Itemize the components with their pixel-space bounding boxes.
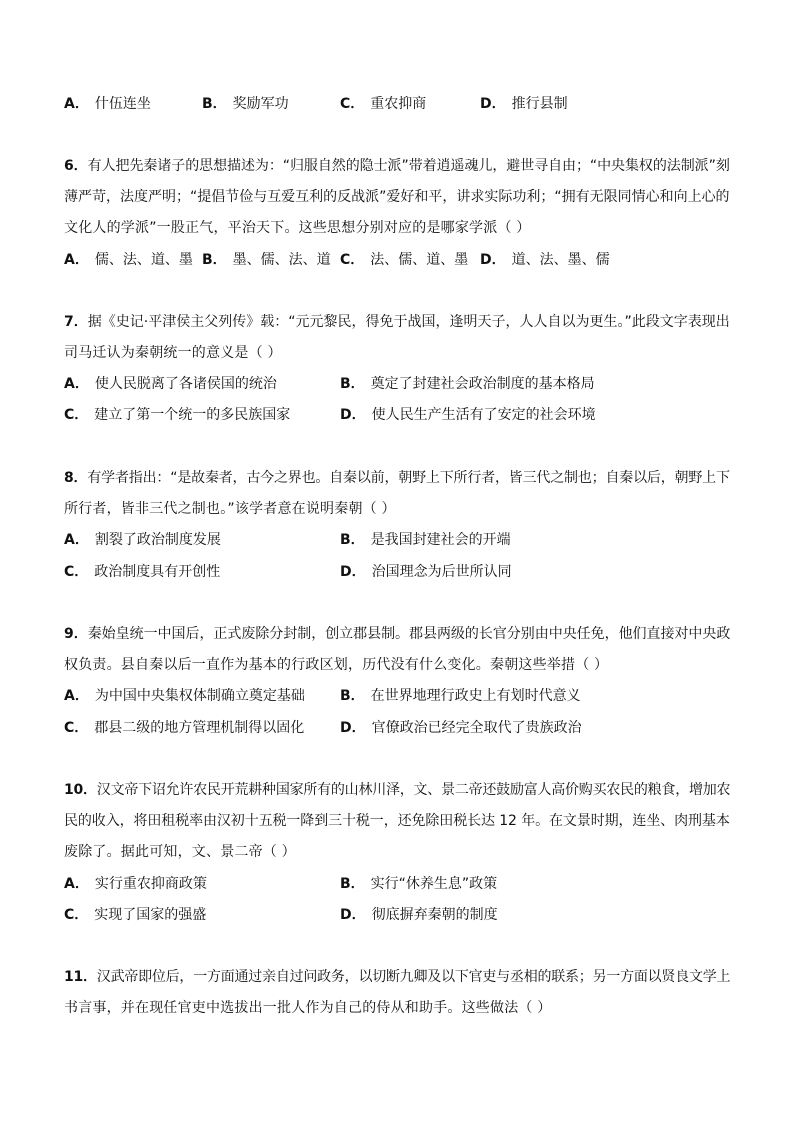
option-text: 郡县二级的地方管理机制得以固化 <box>94 720 305 736</box>
option-text: 使人民脱离了各诸侯国的统治 <box>94 376 277 392</box>
stem-text: 汉武帝即位后，一方面通过亲自过问政务，以切断九卿及以下官吏与丞相的联系；另一方面以贤良文学上 <box>96 969 731 985</box>
q10-option-a[interactable] <box>64 874 207 894</box>
q5-option-b[interactable] <box>202 94 289 114</box>
option-letter: A． <box>64 688 89 704</box>
q6-stem-line-1 <box>64 156 730 176</box>
q9-stem-line-1 <box>64 624 730 644</box>
q10-option-b[interactable] <box>340 874 497 894</box>
q11-stem-line-1 <box>64 967 730 987</box>
q5-option-a[interactable] <box>64 94 151 114</box>
question-number: 6． <box>64 158 88 174</box>
option-letter: C． <box>340 252 365 268</box>
q10-stem-line-1 <box>64 780 730 800</box>
option-letter: D． <box>340 564 366 580</box>
q7-option-c[interactable] <box>64 405 290 425</box>
option-letter: B． <box>202 96 227 112</box>
question-number: 11． <box>64 969 97 985</box>
option-letter: D． <box>480 96 506 112</box>
option-letter: B． <box>340 688 365 704</box>
option-text: 实现了国家的强盛 <box>94 907 207 923</box>
option-letter: B． <box>202 252 227 268</box>
option-letter: D． <box>340 907 366 923</box>
question-number: 9． <box>64 626 88 642</box>
option-text: 什伍连坐 <box>94 96 151 112</box>
option-letter: D． <box>480 252 506 268</box>
option-text: 推行县制 <box>511 96 568 112</box>
option-letter: A． <box>64 532 89 548</box>
question-number: 8． <box>64 470 88 486</box>
option-letter: B． <box>340 376 365 392</box>
option-text: 实行“休养生息”政策 <box>370 876 498 892</box>
q8-stem-line-2: 所行者，皆非三代之制也。”该学者意在说明秦朝（ ） <box>64 501 396 517</box>
option-text: 在世界地理行政史上有划时代意义 <box>370 688 581 704</box>
q6-option-a[interactable] <box>64 250 193 270</box>
stem-text: 有学者指出：“是故秦者，古今之界也。自秦以前，朝野上下所行者，皆三代之制也；自秦以后，朝野上下 <box>87 470 730 486</box>
stem-text: 秦始皇统一中国后，正式废除分封制，创立郡县制。郡县两级的长官分别由中央任免，他们直接对中央政 <box>87 626 731 642</box>
stem-text: 有人把先秦诸子的思想描述为：“归服自然的隐士派”带着逍遥魂儿，避世寻自由；“中央集权的法制派”刻 <box>87 158 730 174</box>
q9-option-d[interactable] <box>340 718 582 738</box>
q9-option-a[interactable] <box>64 686 305 706</box>
option-letter: C． <box>340 96 365 112</box>
option-text: 官僚政治已经完全取代了贵族政治 <box>371 720 582 736</box>
q8-option-d[interactable] <box>340 562 512 582</box>
q5-option-c[interactable] <box>340 94 426 114</box>
option-text: 政治制度具有开创性 <box>94 564 221 580</box>
q7-option-b[interactable] <box>340 374 595 394</box>
q6-stem-line-3: 文化人的学派”一股正气，平治天下。这些思想分别对应的是哪家学派（ ） <box>64 220 531 236</box>
option-letter: A． <box>64 252 89 268</box>
option-text: 治国理念为后世所认同 <box>371 564 512 580</box>
option-text: 重农抑商 <box>370 96 427 112</box>
q10-option-c[interactable] <box>64 905 206 925</box>
option-text: 奠定了封建社会政治制度的基本格局 <box>370 376 595 392</box>
option-text: 法、儒、道、墨 <box>370 252 469 268</box>
option-letter: A． <box>64 376 89 392</box>
q9-stem-line-2: 权负责。县自秦以后一直作为基本的行政区划，历代没有什么变化。秦朝这些举措（ ） <box>64 657 609 673</box>
q11-stem-line-2: 书言事，并在现任官吏中选拔出一批人作为自己的侍从和助手。这些做法（ ） <box>64 1000 552 1016</box>
q7-option-d[interactable] <box>340 405 596 425</box>
option-letter: A． <box>64 96 89 112</box>
stem-text: 汉文帝下诏允许农民开荒耕种国家所有的山林川泽，文、景二帝还鼓励富人高价购买农民的粮食，增加农 <box>96 782 731 798</box>
option-text: 割裂了政治制度发展 <box>94 532 221 548</box>
q9-option-b[interactable] <box>340 686 581 706</box>
q7-option-a[interactable] <box>64 374 277 394</box>
q8-option-b[interactable] <box>340 530 511 550</box>
q10-stem-line-2: 民的收入，将田租税率由汉初十五税一降到三十税一，还免除田税长达 12 年。在文景时期，连坐、肉刑基本 <box>64 813 730 829</box>
option-text: 使人民生产生活有了安定的社会环境 <box>371 407 596 423</box>
q9-option-c[interactable] <box>64 718 304 738</box>
stem-text: 据《史记·平津侯主父列传》载：“元元黎民，得免于战国，逢明天子，人人自以为更生。”此段文字表现出 <box>87 314 730 330</box>
q6-option-d[interactable] <box>480 250 610 270</box>
q6-stem-line-2: 薄严苛，法度严明；“提倡节俭与互爱互利的反战派”爱好和平，讲求实际功利；“拥有无限同情心和向上心的 <box>64 189 730 205</box>
option-text: 是我国封建社会的开端 <box>370 532 511 548</box>
q7-stem-line-1 <box>64 312 730 332</box>
option-letter: B． <box>340 876 365 892</box>
question-number: 10． <box>64 782 97 798</box>
q6-option-b[interactable] <box>202 250 331 270</box>
q7-stem-line-2: 司马迁认为秦朝统一的意义是（ ） <box>64 345 282 361</box>
option-letter: C． <box>64 720 89 736</box>
q8-stem-line-1 <box>64 468 730 488</box>
option-text: 道、法、墨、儒 <box>511 252 610 268</box>
option-letter: C． <box>64 907 89 923</box>
q8-option-c[interactable] <box>64 562 220 582</box>
option-letter: B． <box>340 532 365 548</box>
question-number: 7． <box>64 314 88 330</box>
option-text: 建立了第一个统一的多民族国家 <box>94 407 291 423</box>
option-text: 为中国中央集权体制确立奠定基础 <box>94 688 305 704</box>
q10-stem-line-3: 废除了。据此可知，文、景二帝（ ） <box>64 844 296 860</box>
option-letter: C． <box>64 407 89 423</box>
option-text: 奖励军功 <box>232 96 289 112</box>
q8-option-a[interactable] <box>64 530 221 550</box>
option-letter: C． <box>64 564 89 580</box>
q6-option-c[interactable] <box>340 250 468 270</box>
option-text: 儒、法、道、墨 <box>94 252 193 268</box>
q5-option-d[interactable] <box>480 94 568 114</box>
q10-option-d[interactable] <box>340 905 498 925</box>
option-letter: A． <box>64 876 89 892</box>
option-letter: D． <box>340 407 366 423</box>
option-text: 实行重农抑商政策 <box>94 876 207 892</box>
option-text: 彻底摒弃秦朝的制度 <box>371 907 498 923</box>
option-text: 墨、儒、法、道 <box>232 252 331 268</box>
option-letter: D． <box>340 720 366 736</box>
